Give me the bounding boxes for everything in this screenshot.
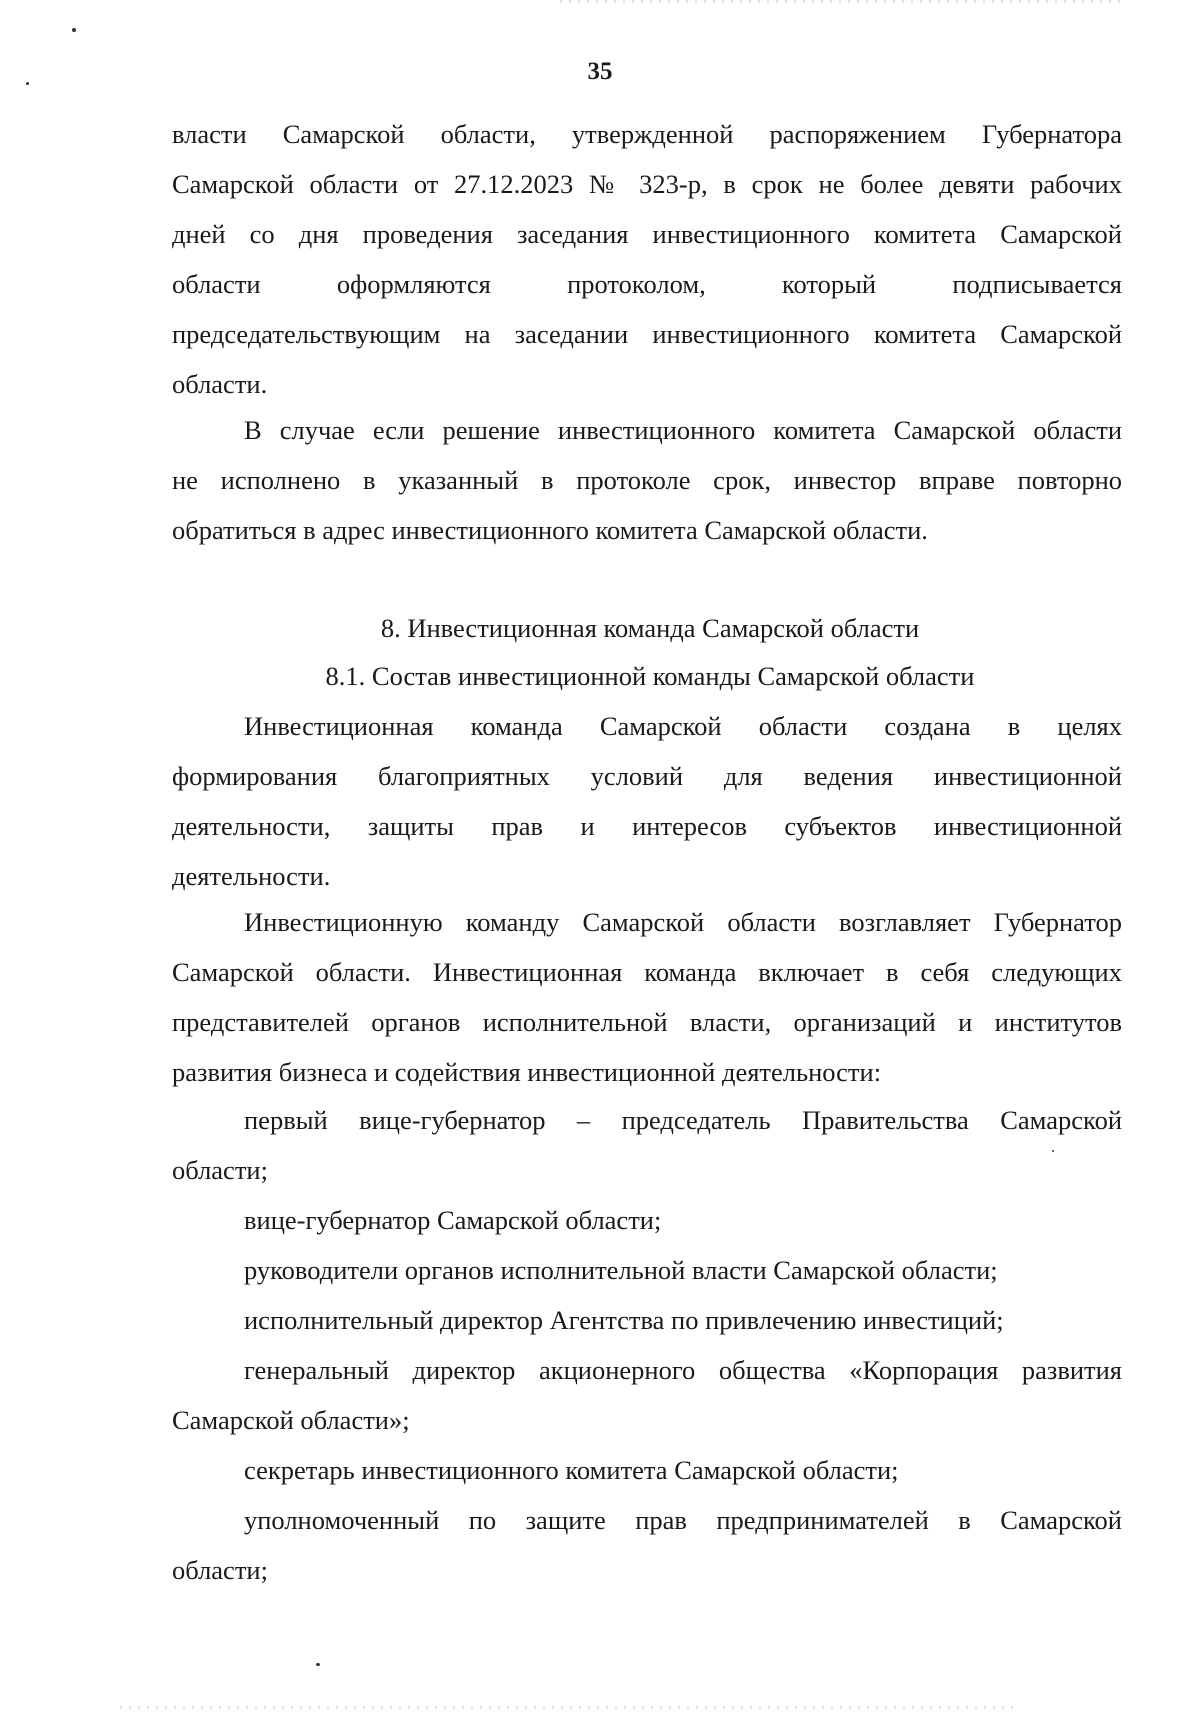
text-line: руководители органов исполнительной власти Самарской области; [244, 1255, 998, 1285]
text-line: деятельности. [172, 861, 331, 891]
text-line: области. [172, 369, 268, 399]
text-line: Самарской области»; [172, 1405, 410, 1435]
text-line: деятельности, защиты прав и интересов субъектов инвестиционной [172, 811, 1122, 841]
text-line: власти Самарской области, утвержденной распоряжением Губернатора [172, 119, 1122, 149]
text-line: формирования благоприятных условий для ведения инвестиционной [172, 761, 1122, 791]
text-line: Самарской области от 27.12.2023 № 323-р, в срок не более девяти рабочих [172, 169, 1122, 199]
list-item [172, 1295, 1122, 1345]
text-line: В случае если решение инвестиционного комитета Самарской области [244, 415, 1122, 445]
text-line: председательствующим на заседании инвестиционного комитета Самарской [172, 319, 1122, 349]
text-line: области; [172, 1555, 268, 1585]
paragraph-team-purpose [172, 701, 1122, 901]
text-line: области оформляются протоколом, который подписывается [172, 269, 1122, 299]
section-heading: 8. Инвестиционная команда Самарской области [380, 613, 920, 643]
team-members-list [172, 1095, 1122, 1595]
text-line: первый вице-губернатор – председатель Правительства Самарской [244, 1105, 1122, 1135]
list-item [172, 1095, 1122, 1195]
text-line: представителей органов исполнительной власти, организаций и институтов [172, 1007, 1122, 1037]
list-item [172, 1195, 1122, 1245]
list-item [172, 1445, 1122, 1495]
text-line: Самарской области. Инвестиционная команда включает в себя следующих [172, 957, 1122, 987]
text-line: области; [172, 1155, 268, 1185]
text-line: вице-губернатор Самарской области; [244, 1205, 662, 1235]
text-line: Инвестиционную команду Самарской области возглавляет Губернатор [244, 907, 1122, 937]
list-item [172, 1495, 1122, 1595]
scan-speck [316, 1663, 320, 1666]
text-line: обратиться в адрес инвестиционного комитета Самарской области. [172, 515, 928, 545]
list-item [172, 1345, 1122, 1445]
paragraph-repeat-appeal [172, 405, 1122, 555]
text-line: не исполнено в указанный в протоколе срок, инвестор вправе повторно [172, 465, 1122, 495]
text-line: дней со дня проведения заседания инвестиционного комитета Самарской [172, 219, 1122, 249]
text-line: Инвестиционная команда Самарской области создана в целях [244, 711, 1122, 741]
text-line: уполномоченный по защите прав предпринимателей в Самарской [244, 1505, 1122, 1535]
paragraph-protocol [172, 109, 1122, 409]
subsection-heading: 8.1. Состав инвестиционной команды Самарской области [325, 661, 975, 691]
list-item [172, 1245, 1122, 1295]
paragraph-team-composition [172, 897, 1122, 1097]
page-number: 35 [587, 58, 613, 85]
scan-edge-top [560, 0, 1120, 3]
text-line: развития бизнеса и содействия инвестиционной деятельности: [172, 1057, 882, 1087]
text-line: секретарь инвестиционного комитета Самарской области; [244, 1455, 899, 1485]
scan-edge-bottom [120, 1706, 1020, 1709]
scan-speck [72, 28, 76, 32]
text-line: исполнительный директор Агентства по привлечению инвестиций; [244, 1305, 1004, 1335]
text-line: генеральный директор акционерного общества «Корпорация развития [244, 1355, 1122, 1385]
